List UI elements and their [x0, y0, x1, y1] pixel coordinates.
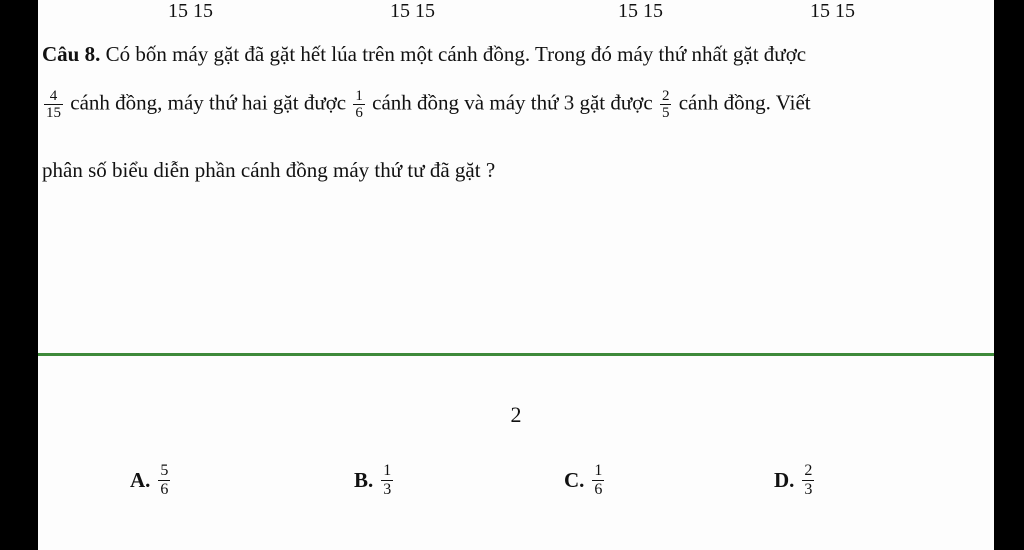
option-letter: B.: [354, 468, 374, 492]
fraction-numerator: 1: [355, 88, 363, 104]
fraction-denominator: 6: [355, 105, 363, 121]
question-line-3: [42, 156, 495, 184]
question-text: Có bốn máy gặt đã gặt hết lúa trên một cánh đồng. Trong đó máy thứ nhất gặt được: [105, 42, 807, 66]
option-fraction: [158, 462, 170, 499]
option-fraction: [381, 462, 393, 499]
fraction-first-machine: [44, 88, 63, 121]
fraction-numerator: 1: [383, 462, 392, 479]
document-page: [38, 0, 994, 550]
fraction-fragment: 15 15: [618, 0, 663, 22]
fraction-denominator: 6: [160, 481, 169, 498]
fraction-numerator: 1: [594, 462, 603, 479]
fraction-denominator: 3: [804, 481, 813, 498]
option-letter: A.: [130, 468, 151, 492]
fraction-denominator: 3: [383, 481, 392, 498]
option-letter: C.: [564, 468, 585, 492]
answer-option-c[interactable]: [564, 462, 606, 499]
fraction-fragment: 15 15: [168, 0, 213, 22]
fraction-fragment: 15 15: [390, 0, 435, 22]
fraction-denominator: 5: [661, 105, 670, 121]
option-letter: D.: [774, 468, 795, 492]
question-line-1: [42, 40, 806, 68]
fraction-denominator: 6: [594, 481, 603, 498]
fraction-numerator: 5: [160, 462, 169, 479]
question-line-2: [42, 88, 811, 121]
fraction-numerator: 4: [49, 88, 58, 104]
fraction-denominator: 15: [46, 105, 61, 121]
fraction-second-machine: [353, 88, 365, 121]
question-text: cánh đồng, máy thứ hai gặt được: [70, 90, 347, 115]
answer-option-a[interactable]: [130, 462, 172, 499]
fraction-numerator: 2: [804, 462, 813, 479]
fraction-third-machine: [660, 88, 672, 121]
question-label: Câu 8.: [42, 42, 101, 66]
answer-option-d[interactable]: [774, 462, 816, 499]
fraction-fragment: 15 15: [810, 0, 855, 22]
previous-question-fragments: [38, 0, 994, 28]
option-fraction: [592, 462, 604, 499]
option-fraction: [802, 462, 814, 499]
page-number: 2: [510, 402, 522, 427]
question-text: cánh đồng và máy thứ 3 gặt được: [372, 90, 653, 115]
question-text: phân số biểu diễn phần cánh đồng máy thứ tư đã gặt ?: [42, 158, 496, 182]
divider-line: [38, 353, 994, 356]
answer-option-b[interactable]: [354, 462, 395, 499]
question-text: cánh đồng. Viết: [678, 90, 811, 115]
fraction-numerator: 2: [661, 88, 670, 104]
